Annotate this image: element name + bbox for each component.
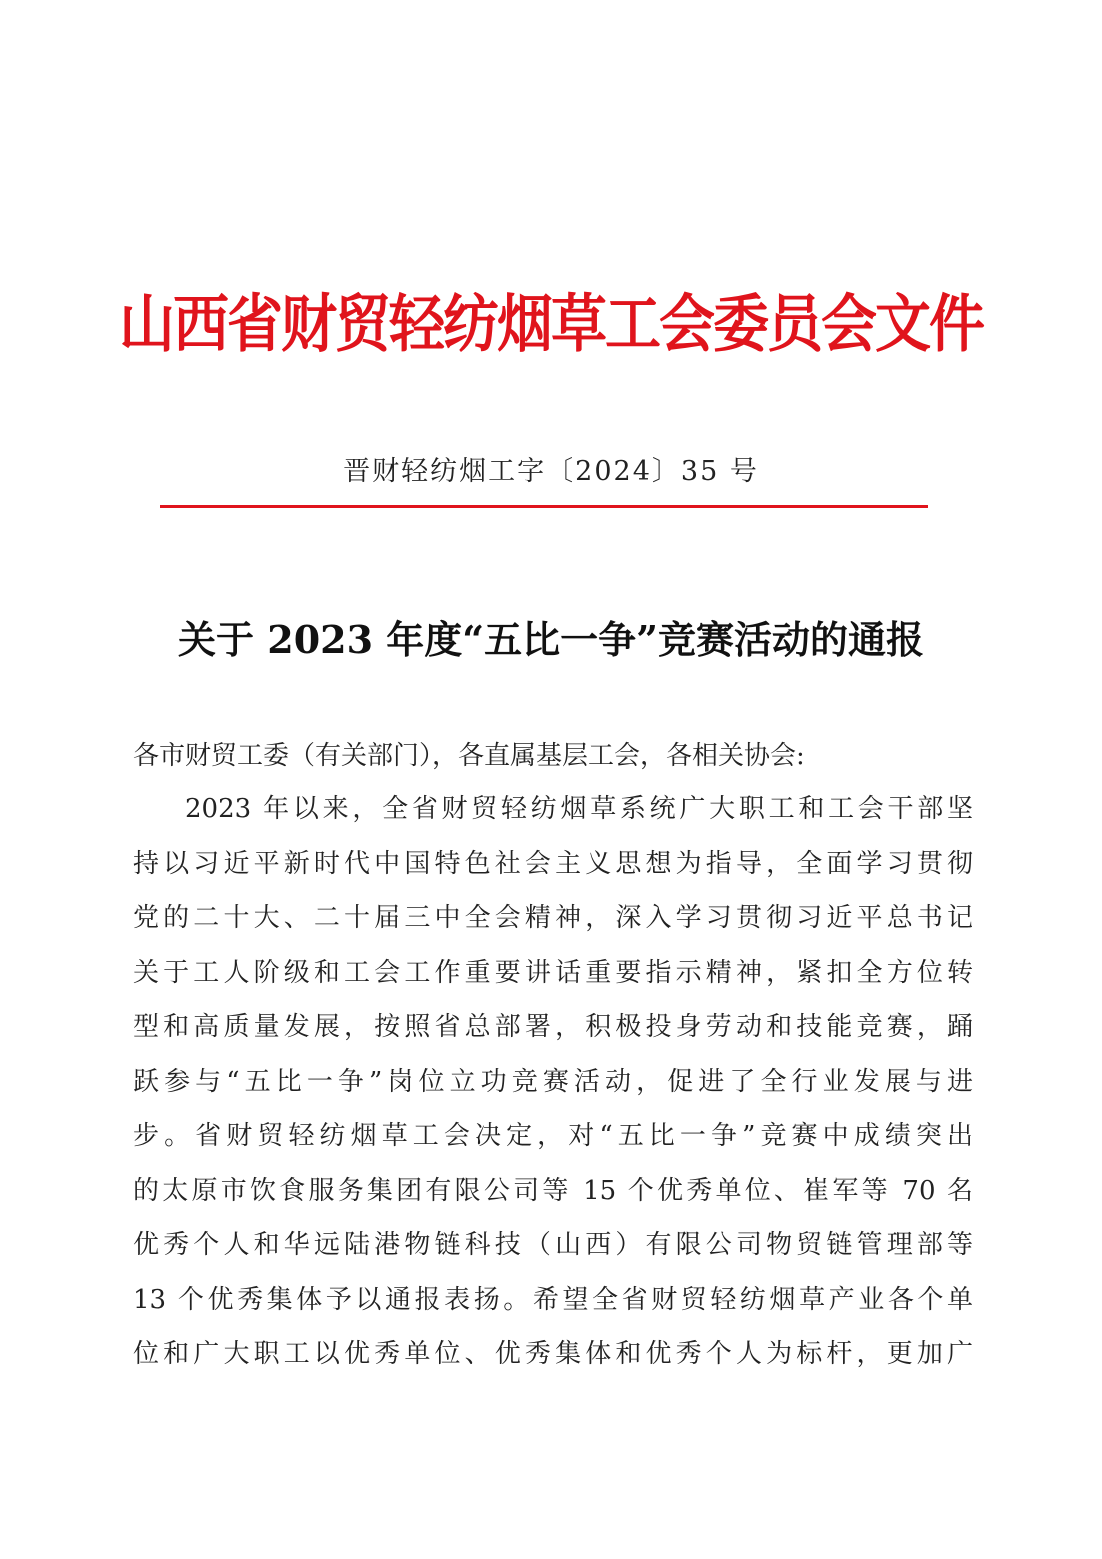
- body-line: 跃参与“五比一争”岗位立功竞赛活动，促进了全行业发展与进: [133, 1066, 973, 1097]
- salutation: 各市财贸工委（有关部门），各直属基层工会，各相关协会:: [133, 741, 805, 771]
- document-header-title: 山西省财贸轻纺烟草工会委员会文件: [119, 287, 983, 361]
- body-line: 13 个优秀集体予以通报表扬。希望全省财贸轻纺烟草产业各个单: [133, 1284, 973, 1315]
- body-line: 步。省财贸轻纺烟草工会决定，对“五比一争”竞赛中成绩突出: [133, 1121, 973, 1151]
- notice-title: 关于 2023 年度“五比一争”竞赛活动的通报: [178, 617, 924, 662]
- body-line: 党的二十大、二十届三中全会精神，深入学习贯彻习近平总书记: [133, 903, 973, 933]
- body-line: 型和高质量发展，按照省总部署，积极投身劳动和技能竞赛，踊: [133, 1012, 973, 1042]
- document-number: 晋财轻纺烟工字〔2024〕35 号: [343, 456, 759, 487]
- body-line: 位和广大职工以优秀单位、优秀集体和优秀个人为标杆，更加广: [133, 1339, 973, 1369]
- body-line: 持以习近平新时代中国特色社会主义思想为指导，全面学习贯彻: [133, 848, 973, 879]
- body-line: 优秀个人和华远陆港物链科技（山西）有限公司物贸链管理部等: [133, 1230, 973, 1260]
- body-line: 关于工人阶级和工会工作重要讲话重要指示精神，紧扣全方位转: [133, 957, 973, 988]
- red-divider-line: [160, 505, 928, 508]
- body-line: 2023 年以来，全省财贸轻纺烟草系统广大职工和工会干部坚: [185, 794, 973, 824]
- body-line: 的太原市饮食服务集团有限公司等 15 个优秀单位、崔军等 70 名: [133, 1175, 973, 1206]
- body-text: [133, 787, 973, 1387]
